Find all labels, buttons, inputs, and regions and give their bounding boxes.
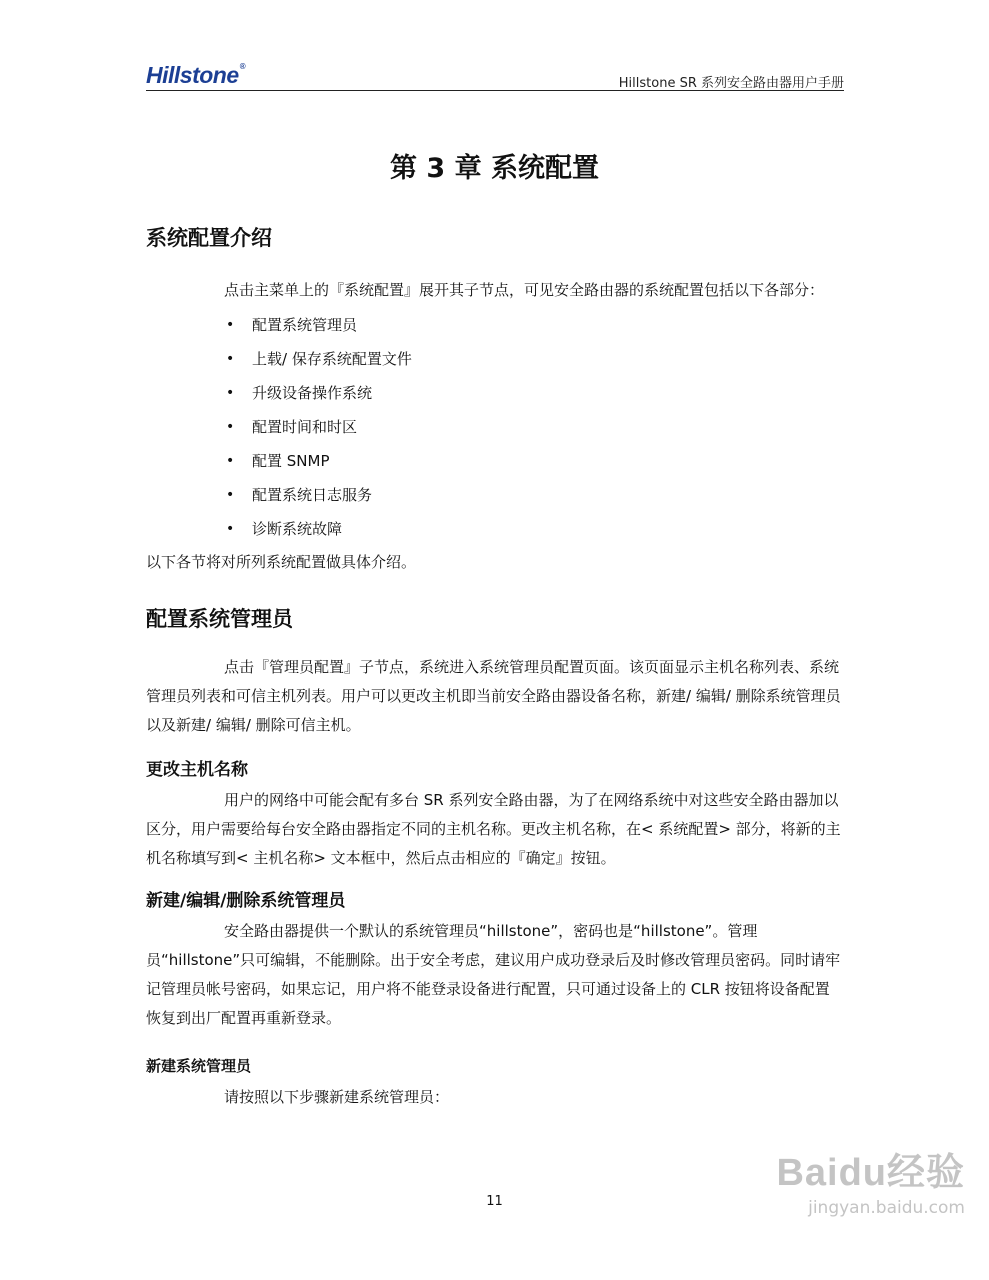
list-item: • 配置时间和时区	[146, 410, 844, 444]
subsection-heading-hostname: 更改主机名称	[146, 760, 248, 780]
hillstone-logo	[146, 62, 245, 89]
logo-registered-mark: ®	[239, 62, 246, 71]
list-item: • 诊断系统故障	[146, 512, 844, 546]
subsection-heading-manage-admin: 新建/编辑/删除系统管理员	[146, 891, 346, 911]
new-admin-paragraph: 请按照以下步骤新建系统管理员：	[224, 1088, 450, 1106]
list-item: • 配置系统日志服务	[146, 478, 844, 512]
page-header	[146, 60, 844, 91]
subsection-heading-new-admin: 新建系统管理员	[146, 1057, 252, 1075]
admin-intro-paragraph: 点击『管理员配置』子节点，系统进入系统管理员配置页面。该页面显示主机名称列表、系统管理员列表和可信主机列表。用户可以更改主机即当前安全路由器设备名称，新建/ 编辑/ 删除系统管理员以及新建/ 编辑/ 删除可信主机。	[146, 658, 841, 734]
list-item: • 升级设备操作系统	[146, 376, 844, 410]
list-item: • 配置系统管理员	[146, 308, 844, 342]
logo-text: Hillstone	[146, 62, 239, 88]
section-outro-paragraph: 以下各节将对所列系统配置做具体介绍。	[146, 553, 417, 571]
baidu-watermark	[776, 1150, 965, 1220]
document-body	[146, 220, 844, 1112]
config-items-list	[146, 308, 844, 546]
chapter-title: 第 3 章 系统配置	[390, 153, 599, 184]
list-item: • 配置 SNMP	[146, 444, 844, 478]
list-item: • 上载/ 保存系统配置文件	[146, 342, 844, 376]
section-heading-admin: 配置系统管理员	[146, 607, 293, 631]
watermark-brand: Baidu经验	[776, 1152, 965, 1194]
manage-admin-paragraph: 安全路由器提供一个默认的系统管理员“hillstone”，密码也是“hillstone”。管理员“hillstone”只可编辑，不能删除。出于安全考虑，建议用户成功登录后及时修改管理员密码。同时请牢记管理员帐号密码，如果忘记，用户将不能登录设备进行配置，只可通过设备上的 CLR 按钮将设备配置恢复到出厂配置再重新登录。	[146, 922, 841, 1027]
header-title: Hillstone SR 系列安全路由器用户手册	[618, 76, 844, 91]
section-heading-intro: 系统配置介绍	[146, 226, 272, 250]
page-number: 11	[486, 1194, 503, 1209]
watermark-url: jingyan.baidu.com	[808, 1198, 965, 1218]
hostname-paragraph: 用户的网络中可能会配有多台 SR 系列安全路由器，为了在网络系统中对这些安全路由器加以区分，用户需要给每台安全路由器指定不同的主机名称。更改主机名称，在< 系统配置> 部分，将新的主机名称填写到< 主机名称> 文本框中，然后点击相应的『确定』按钮。	[146, 791, 841, 867]
section-intro-paragraph: 点击主菜单上的『系统配置』展开其子节点，可见安全路由器的系统配置包括以下各部分：	[224, 281, 825, 299]
